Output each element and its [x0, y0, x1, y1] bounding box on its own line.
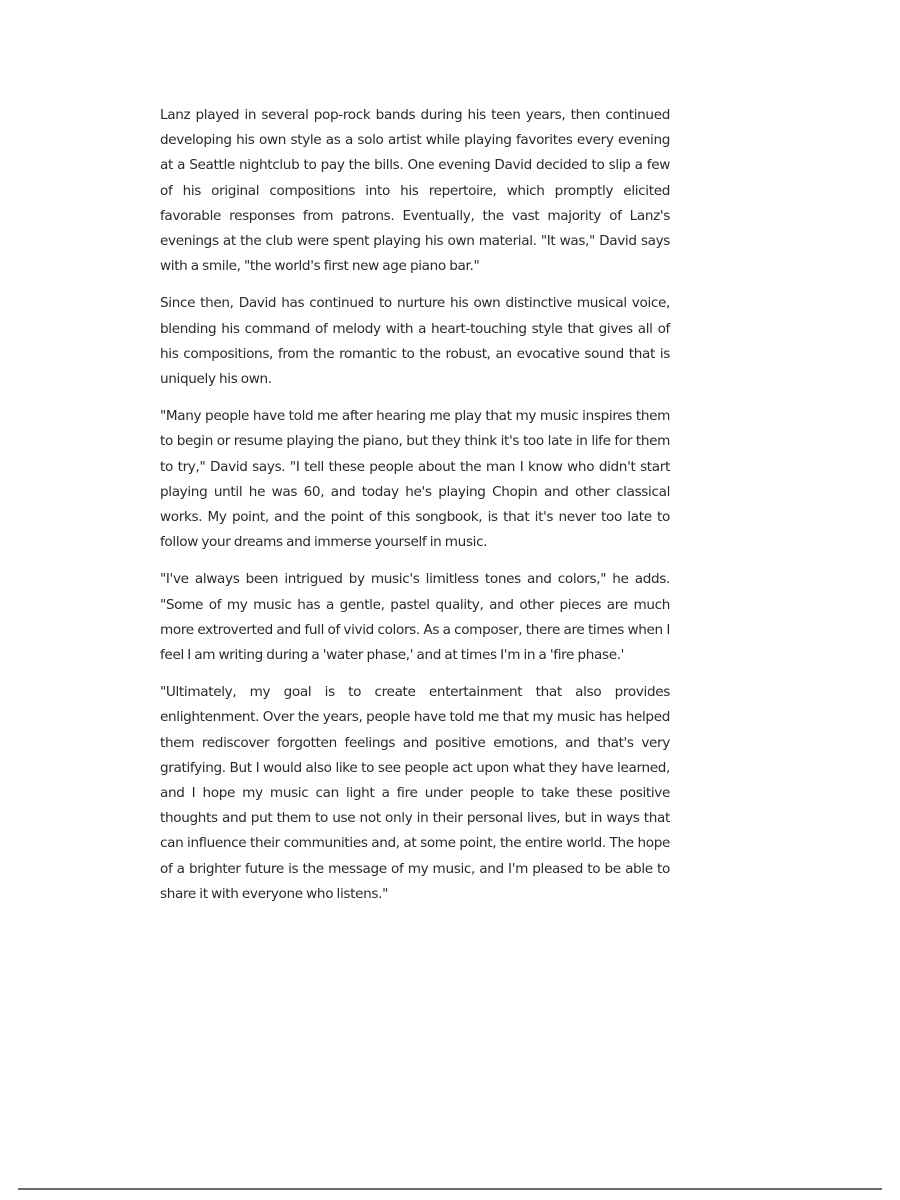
- paragraph-5: "Ultimately, my goal is to create entertainment that also provides enlightenment. Over the years, people have told me that my music has helped them rediscover forgotten feelings and positive emotions, and that's very gratifying. But I would also like to see people act upon what they have learned, and I hope my music can light a fire under people to take these positive thoughts and put them to use not only in their personal lives, but in ways that can influence their communities and, at some point, the entire world. The hope of a brighter future is the message of my music, and I'm pleased to be able to share it with everyone who listens.": [160, 684, 670, 902]
- paragraph-4: "I've always been intrigued by music's limitless tones and colors," he adds. "Some of my music has a gentle, pastel quality, and other pieces are much more extroverted and full of vivid colors. As a composer, there are times when I feel I am writing during a 'water phase,' and at times I'm in a 'fire phase.': [160, 571, 670, 664]
- paragraph-3: "Many people have told me after hearing me play that my music inspires them to begin or resume playing the piano, but they think it's too late in life for them to try," David says. "I tell these people about the man I know who didn't start playing until he was 60, and today he's playing Chopin and other classical works. My point, and the point of this songbook, is that it's never too late to follow your dreams and immerse yourself in music.: [160, 408, 670, 551]
- bottom-divider: [18, 1188, 882, 1190]
- paragraph-1: Lanz played in several pop-rock bands during his teen years, then continued developing his own style as a solo artist while playing favorites every evening at a Seattle nightclub to pay the bills. One evening David decided to slip a few of his original compositions into his repertoire, which promptly elicited favorable responses from patrons. Eventually, the vast majority of Lanz's evenings at the club were spent playing his own material. "It was," David says with a smile, "the world's first new age piano bar.": [160, 107, 670, 275]
- article-body: [160, 103, 670, 919]
- paragraph-2: Since then, David has continued to nurture his own distinctive musical voice, blending his command of melody with a heart-touching style that gives all of his compositions, from the romantic to the robust, an evocative sound that is uniquely his own.: [160, 295, 670, 388]
